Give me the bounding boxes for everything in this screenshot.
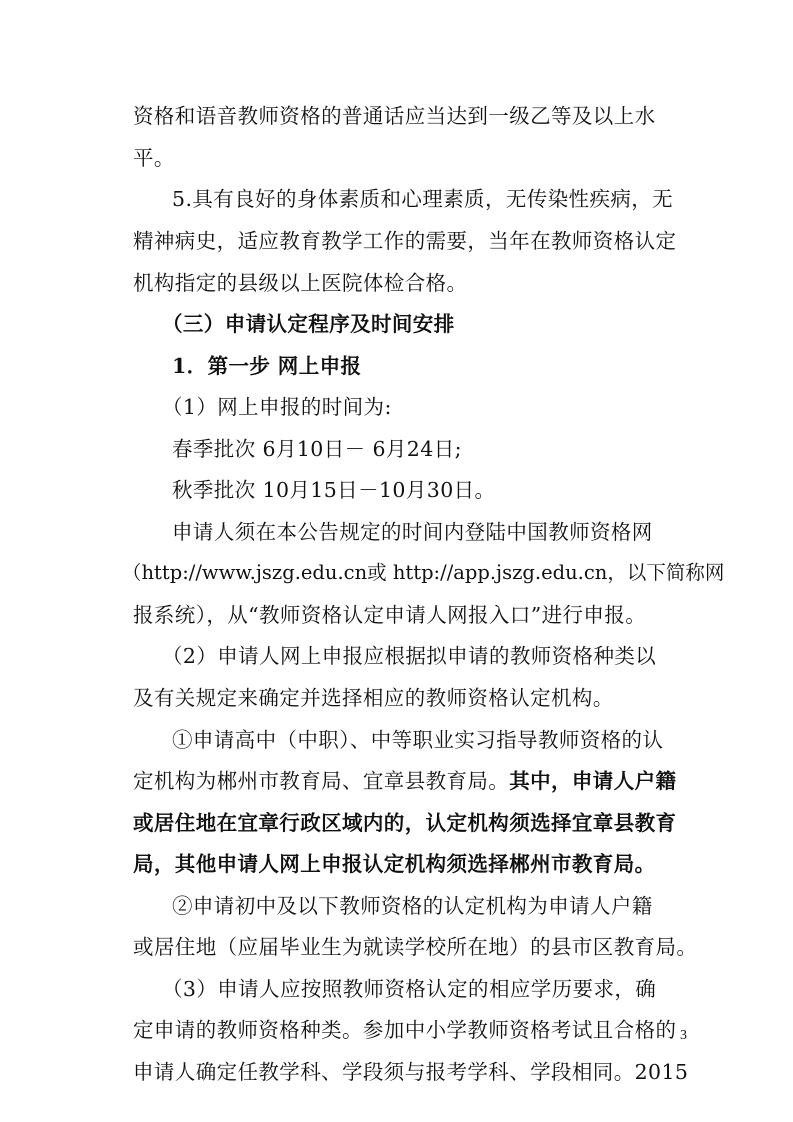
text-segment: 定机构为郴州市教育局、宜章县教育局。	[133, 769, 510, 793]
text-line: （2）申请人网上申报应根据拟申请的教师资格种类以	[162, 644, 657, 668]
text-line: 资格和语音教师资格的普通话应当达到一级乙等及以上水	[133, 104, 656, 128]
text-line: 机构指定的县级以上医院体检合格。	[133, 271, 468, 295]
text-line: 春季批次 6月10日－ 6月24日;	[172, 437, 462, 461]
text-line: 秋季批次 10月15日－10月30日。	[172, 478, 496, 502]
text-line: （3）申请人应按照教师资格认定的相应学历要求，确	[162, 977, 657, 1001]
bold-text-segment: 其中，申请人户籍	[509, 769, 677, 793]
text-line: 申请人须在本公告规定的时间内登陆中国教师资格网	[172, 520, 653, 544]
bold-text-line: 或居住地在宜章行政区域内的，认定机构须选择宜章县教育	[133, 811, 677, 835]
text-line: 精神病史，适应教育教学工作的需要，当年在教师资格认定	[133, 229, 677, 253]
text-line: 平。	[133, 146, 175, 170]
page-number: 3	[680, 1028, 687, 1043]
text-line: ②申请初中及以下教师资格的认定机构为申请人户籍	[172, 894, 653, 918]
text-line: 报系统），从“教师资格认定申请人网报入口”进行申报。	[133, 603, 647, 627]
text-line: ①申请高中（中职）、中等职业实习指导教师资格的认	[172, 728, 664, 752]
text-line	[133, 768, 676, 794]
text-line: 或居住地（应届毕业生为就读学校所在地）的县市区教育局。	[133, 935, 698, 959]
step-heading: 1．第一步 网上申报	[172, 354, 362, 378]
text-line: 申请人确定任教学科、学段须与报考学科、学段相同。2015	[133, 1060, 689, 1084]
section-heading: （三）申请认定程序及时间安排	[162, 312, 455, 336]
bold-text-line: 局，其他申请人网上申报认定机构须选择郴州市教育局。	[133, 852, 656, 876]
text-line: 定申请的教师资格种类。参加中小学教师资格考试且合格的	[133, 1018, 677, 1042]
text-line: 5.具有良好的身体素质和心理素质，无传染性疾病，无	[172, 187, 674, 211]
text-line: 及有关规定来确定并选择相应的教师资格认定机构。	[133, 686, 614, 710]
text-line: （http://www.jszg.edu.cn或 http://app.jszg.edu.cn，以下简称网	[122, 561, 725, 584]
text-line: （1）网上申报的时间为:	[162, 395, 392, 419]
